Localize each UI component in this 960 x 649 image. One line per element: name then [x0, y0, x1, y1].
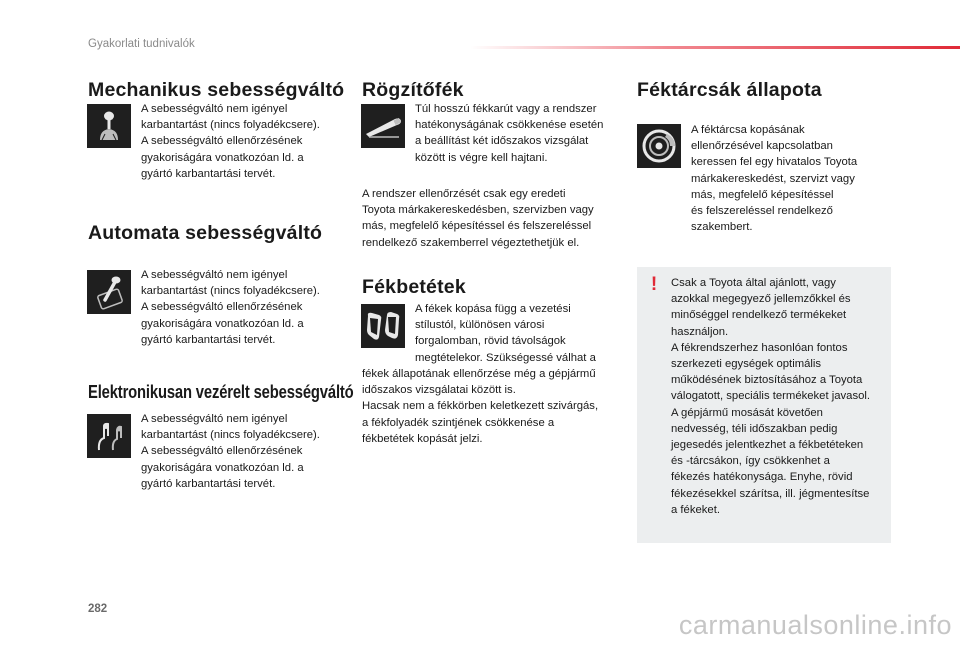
heading-fekbetetek: Fékbetétek: [362, 276, 466, 298]
parking-brake-lever-icon: [361, 104, 405, 148]
pads-text: A fékek kopása függ a vezetési stílustól, különösen városi forgalomban, rövid távolságok megtételekor. Szükségessé válhat a: [415, 303, 596, 364]
section-header: Gyakorlati tudnivalók: [88, 38, 195, 50]
discs-text: A féktárcsa kopásának ellenőrzésével kapcsolatban keressen fel egy hivatalos Toyota márkakereskedést, szervizt vagy más, megfelelő képesítéssel és felszereléssel rendelkező szakembert.: [691, 124, 858, 234]
parking-para: A rendszer ellenőrzését csak egy eredeti Toyota márkakereskedésben, szervizben vagy más, megfelelő képesítéssel és felszereléssel rendelkező szakemberrel végeztethetjük el.: [362, 188, 594, 249]
manual-gearshift-icon: [87, 104, 131, 148]
brake-pads-icon: [361, 304, 405, 348]
auto-text: A sebességváltó nem igényel karbantartást (nincs folyadékcsere). A sebességváltó ellenőrzésének gyakoriságára vonatkozóan ld. a gyártó karbantartási tervét.: [141, 269, 320, 346]
pads-para: fékek állapotának ellenőrzése még a gépjármű időszakos vizsgálatai között is. Hacsak nem a fékkörben keletkezett szivárgás, a fékfolyadék szintjének csökkenése a fékbetétek kopását jelzi.: [362, 368, 599, 445]
mech-text: A sebességváltó nem igényel karbantartást (nincs folyadékcsere). A sebességváltó ellenőrzésének gyakoriságára vonatkozóan ld. a gyártó karbantartási tervét.: [141, 103, 320, 180]
heading-fektarcsak: Féktárcsák állapota: [637, 79, 822, 101]
warning-note-text: Csak a Toyota által ajánlott, vagy azokkal megegyező jellemzőkkel és minőséggel rendelkező termékeket használjon. A fékrendszerhez hasonlóan fontos szerkezeti egységek optimális működésének biztosításához a Toyota válogatott, speciális termékeket javasol. A gépjármű mosását követően nedvesség, téli időszakban pedig jegesedés jelentkezhet a fékbetéteken és -tárcsákon, így csökkenhet a fékezés hatékonysága. Enyhe, rövid fékezésekkel szárítsa, ill. jégmentesítse a fékeket.: [671, 277, 871, 516]
elec-text: A sebességváltó nem igényel karbantartást (nincs folyadékcsere). A sebességváltó ellenőrzésének gyakoriságára vonatkozóan ld. a gyártó karbantartási tervét.: [141, 413, 320, 490]
electronic-gearshift-icon: [87, 414, 131, 458]
brake-disc-icon: [637, 124, 681, 168]
watermark: carmanualsonline.info: [678, 610, 952, 640]
heading-automata: Automata sebességváltó: [88, 222, 323, 244]
parking-text: Túl hosszú fékkarút vagy a rendszer hatékonyságának csökkenése esetén a beállítást két időszakos vizsgálat között is végre kell hajtani.: [415, 103, 604, 164]
heading-rogzitofek: Rögzítőfék: [362, 79, 464, 101]
header-accent-bar: [470, 46, 960, 49]
automatic-gearshift-icon: [87, 270, 131, 314]
page-number: 282: [88, 603, 108, 615]
heading-mechanikus: Mechanikus sebességváltó: [88, 79, 345, 101]
exclamation-icon: !: [650, 274, 658, 295]
heading-elektronikus: Elektronikusan vezérelt sebességváltó: [88, 381, 354, 402]
